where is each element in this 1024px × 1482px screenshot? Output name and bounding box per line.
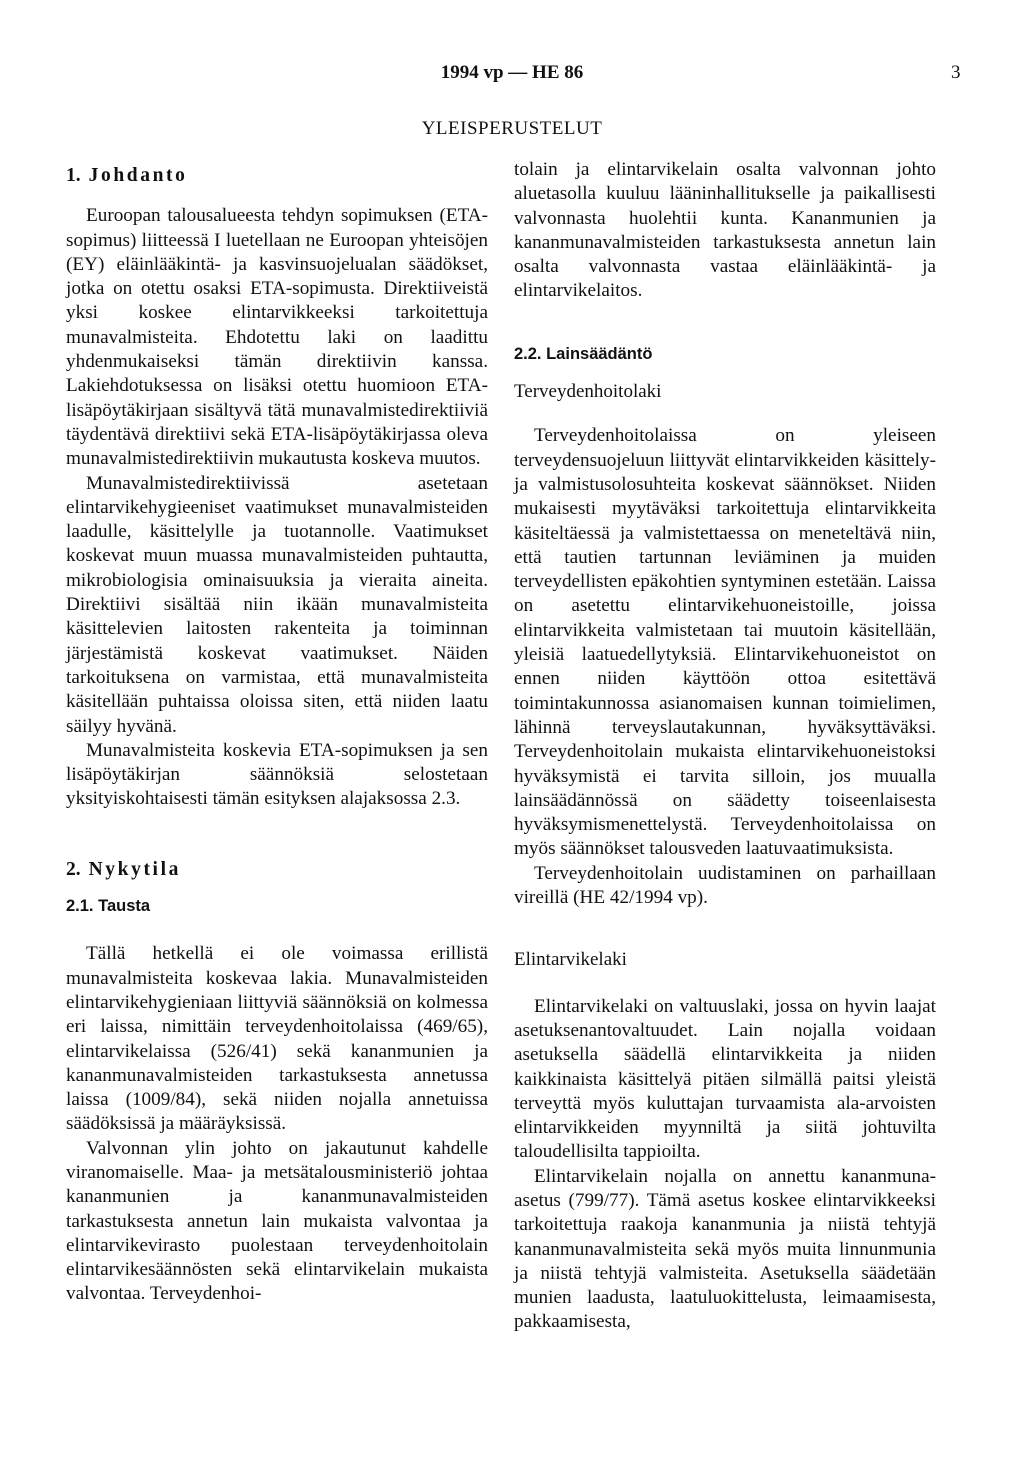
left-column	[66, 158, 488, 1307]
section-1-heading	[66, 164, 488, 188]
running-header: 1994 vp — HE 86	[440, 62, 584, 83]
section-2-1-heading: 2.1. Tausta	[66, 897, 151, 916]
right-column	[514, 158, 936, 1335]
paragraph: Euroopan talousalueesta tehdyn sopimuksen (ETA-sopimus) liitteessä I luetellaan ne Euroopan yhteisöjen (EY) eläinlääkintä- ja kasvinsuojelualan säädökset, jotka on otettu osaksi ETA-sopimusta. Direktiiveistä yksi koskee elintarvikkeeksi tarkoitettuja munavalmisteita. Ehdotettu laki on laadittu yhdenmukaiseksi tämän direktiivin kanssa. Lakiehdotuksessa on lisäksi otettu huomioon ETA-lisäpöytäkirjaan sisältyvä tätä munavalmistedirektiiviä täydentävä direktiivi sekä ETA-lisäpöytäkirjassa oleva munavalmistedirektiivin mukautusta koskeva muutos.	[66, 205, 488, 470]
paragraph: Elintarvikelain nojalla on annettu kananmuna-asetus (799/77). Tämä asetus koskee elintarvikkeeksi tarkoitettuja raakoja kananmunia ja niistä tehtyjä kananmunavalmisteita sekä myös muita linnunmunia ja niistä tehtyjä valmisteita. Asetuksella säädetään munien laadusta, laatuluokittelusta, leimaamisesta, pakkaamisesta,	[514, 1165, 936, 1333]
section-2-title: Nykytila	[88, 858, 181, 880]
paragraph: Elintarvikelaki on valtuuslaki, jossa on hyvin laajat asetuksenantovaltuudet. Lain nojalla voidaan asetuksella säädellä elintarvikkeita ja niiden kaikkinaista käsittelyä pitäen silmällä paitsi yleistä terveyttä myös kuluttajan turvaamista ala-arvoisten elintarvikkeiden myynniltä ja siitä johtuvilta taloudellisilta tappioilta.	[514, 995, 936, 1163]
subheading-terveydenhoitolaki: Terveydenhoitolaki	[514, 381, 662, 403]
paragraph: tolain ja elintarvikelain osalta valvonnan johto aluetasolla kuuluu lääninhallitukselle ja paikallisesti valvonnasta huolehtii kunta. Kananmunien ja kananmunavalmisteiden tarkastuksesta annetun lain osalta valvonnasta vastaa eläinlääkintä- ja elintarvikelaitos.	[514, 159, 936, 302]
paragraph: Munavalmisteita koskevia ETA-sopimuksen ja sen lisäpöytäkirjan säännöksiä selostetaan yksityiskohtaisesti tämän esityksen alajaksossa 2.3.	[66, 739, 488, 810]
page-number: 3	[951, 62, 961, 83]
paragraph: Terveydenhoitolain uudistaminen on parhaillaan vireillä (HE 42/1994 vp).	[514, 862, 936, 909]
section-2-2-heading: 2.2. Lainsäädäntö	[514, 344, 653, 363]
paragraph: Valvonnan ylin johto on jakautunut kahdelle viranomaiselle. Maa- ja metsätalousministeriö johtaa kananmunien ja kananmunavalmisteiden tarkastuksesta annetun lain mukaista valvontaa ja elintarvikevirasto puolestaan terveydenhoitolain elintarvikesäännösten sekä elintarvikelain mukaista valvontaa. Terveydenhoi-	[66, 1137, 488, 1305]
paragraph: Terveydenhoitolaissa on yleiseen terveydensuojeluun liittyvät elintarvikkeiden käsittely- ja valmistusolosuhteita koskevat säännökset. Niiden mukaisesti myytäväksi tarkoitettuja elintarvikkeita käsiteltäessä ja valmistettaessa on meneteltävä niin, että tautien tartunnan leviäminen ja muiden terveydellisten epäkohtien syntyminen estetään. Laissa on asetettu elintarvikehuoneistoille, joissa elintarvikkeita valmistetaan tai muutoin käsitellään, yleisiä laatuedellytyksiä. Elintarvikehuoneistot on ennen niiden käyttöön ottoa esitettävä toimintakunnossa asianomaisen kunnan toimielimen, lähinnä terveyslautakunnan, hyväksyttäväksi. Terveydenhoitolain mukaista elintarvikehuoneistoksi hyväksymistä ei tarvita silloin, jos muualla lainsäädännössä on säädetty toiseenlaisesta hyväksymismenettelystä. Terveydenhoitolaissa on myös säännökset talousveden laatuvaatimuksista.	[514, 425, 936, 860]
section-2-heading	[66, 858, 488, 882]
paragraph: Munavalmistedirektiivissä asetetaan elintarvikehygieeniset vaatimukset munavalmisteiden laadulle, käsittelylle ja tuotannolle. Vaatimukset koskevat muun muassa munavalmisteiden puhtautta, mikrobiologisia ominaisuuksia ja vieraita aineita. Direktiivi sisältää niin ikään munavalmisteita käsittelevien laitosten rakenteita ja toiminnan järjestämistä koskevat vaatimukset. Näiden tarkoituksena on varmistaa, että munavalmisteita käsitellään puhtaissa oloissa siten, että niiden laatu säilyy hyvänä.	[66, 472, 488, 737]
subheading-elintarvikelaki: Elintarvikelaki	[514, 949, 627, 971]
main-heading: YLEISPERUSTELUT	[421, 118, 603, 139]
section-1-number: 1.	[66, 165, 81, 186]
paragraph: Tällä hetkellä ei ole voimassa erillistä munavalmisteita koskevaa lakia. Munavalmisteiden elintarvikehygieniaan liittyviä säännöksiä on kolmessa eri laissa, nimittäin terveydenhoitolaissa (469/65), elintarvikelaissa (526/41) sekä kananmunien ja kananmunavalmisteiden tarkastuksesta annetussa laissa (1009/84), sekä niiden nojalla annetuissa säädöksissä ja määräyksissä.	[66, 943, 488, 1135]
section-2-number: 2.	[66, 858, 81, 880]
section-1-title: Johdanto	[88, 165, 188, 186]
